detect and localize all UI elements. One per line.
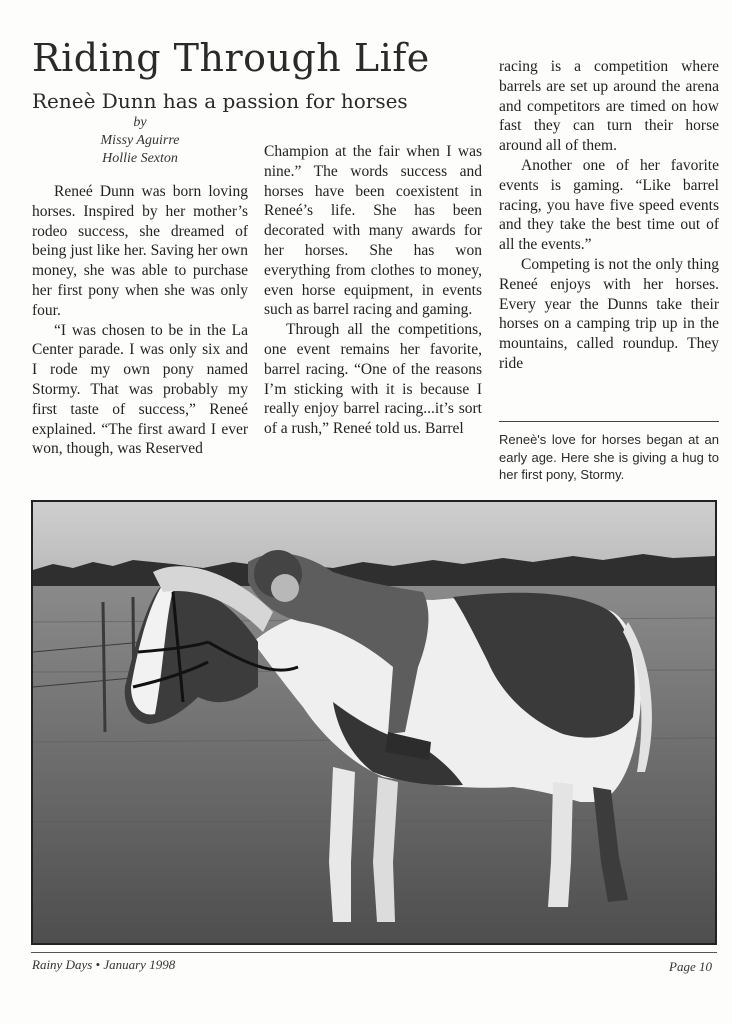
paragraph: Through all the competitions, one event remains her favorite, barrel racing. “One of the reasons I’m sticking with it is because I really enjoy barrel racing...it’s sort of a rush,” Reneé told us. Barrel xyxy=(264,321,482,438)
photo-illustration xyxy=(33,502,715,943)
article-photo xyxy=(31,500,717,945)
paragraph: Competing is not the only thing Reneé enjoys with her horses. Every year the Dunns take their horses on a camping trip up in the mountains, called roundup. They ride xyxy=(499,255,719,372)
paragraph: Another one of her favorite events is gaming. “Like barrel racing, you have five speed events and they take the best time out of all the events.” xyxy=(499,156,719,254)
footer-publication: Rainy Days • January 1998 xyxy=(32,957,176,972)
paragraph: racing is a competition where barrels are set up around the arena and competitors are timed on how fast they can turn their horse around all of them. xyxy=(499,58,719,155)
author-1: Missy Aguirre xyxy=(100,133,180,148)
byline-by: by xyxy=(133,115,147,130)
column-1 xyxy=(32,182,248,459)
article-title: Riding Through Life xyxy=(32,36,430,80)
footer-divider xyxy=(31,952,717,953)
paragraph: Reneé Dunn was born loving horses. Inspired by her mother’s rodeo success, she dreamed of being just like her. Saving her own money, she was able to purchase her first pony when she was only four. xyxy=(32,183,248,319)
paragraph: “I was chosen to be in the La Center parade. I was only six and I rode my own pony named Stormy. That was probably my first taste of success,” Reneé explained. “The first award I ever won, though, was Reserved xyxy=(32,321,248,458)
paragraph: Champion at the fair when I was nine.” The words success and horses have been coexistent in Reneé’s life. She has been decorated with many awards for her horses. She has won everything from clothes to money, even horse equipment, in events such as barrel racing and gaming. xyxy=(264,143,482,319)
column-3 xyxy=(499,57,719,374)
photo-caption: Reneè's love for horses began at an early age. Here she is giving a hug to her first pony, Stormy. xyxy=(499,432,719,482)
page-number: Page 10 xyxy=(669,959,712,974)
author-2: Hollie Sexton xyxy=(102,151,178,166)
byline xyxy=(32,114,248,168)
column-2 xyxy=(264,142,482,439)
article-subtitle: Reneè Dunn has a passion for horses xyxy=(32,89,408,113)
caption-divider xyxy=(499,421,719,422)
